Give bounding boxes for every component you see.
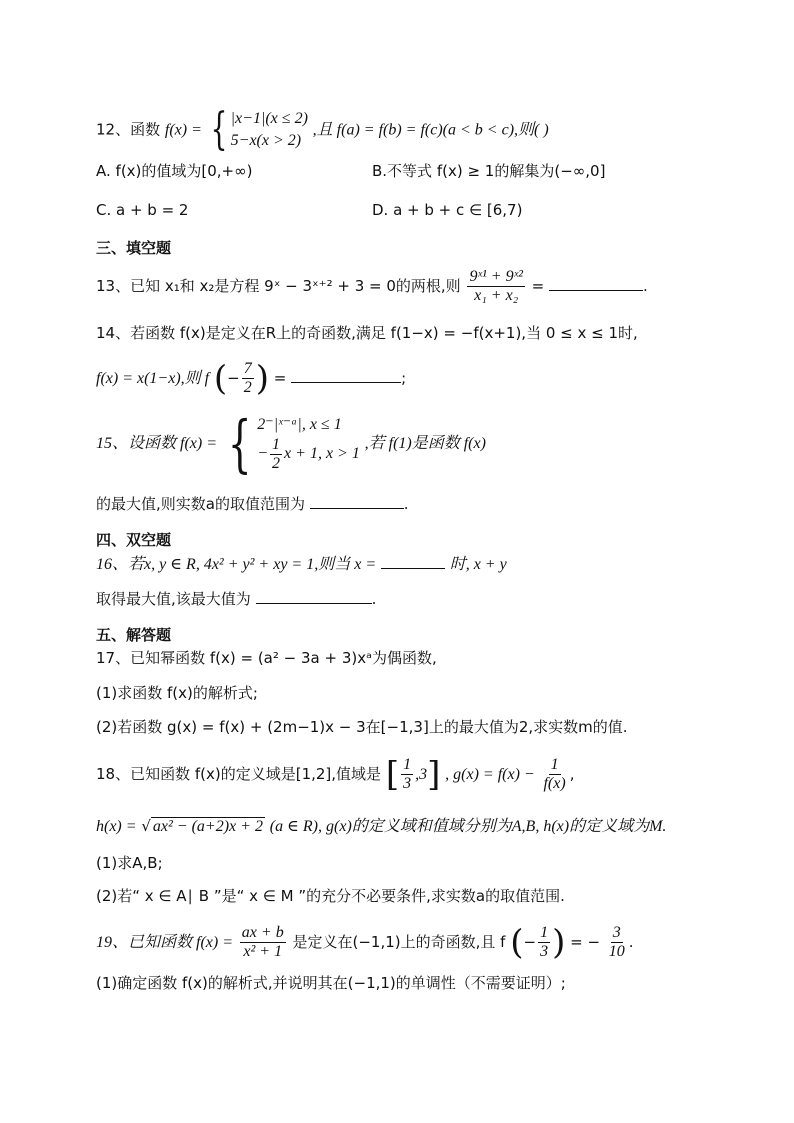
- left-bracket-icon: [: [385, 754, 400, 795]
- right-paren-icon: ): [255, 358, 269, 399]
- q12-option-b: [372, 160, 605, 182]
- q15-case-2: [257, 436, 360, 473]
- q18-range-denominator: 3: [403, 775, 412, 792]
- q12-option-d-text: D. a + b + c ∈ [6,7): [372, 201, 523, 219]
- q18-range-numerator: 1: [403, 756, 412, 773]
- q13-answer-blank[interactable]: [549, 276, 643, 291]
- q14-fraction: [242, 360, 254, 397]
- question-18-stem: [96, 752, 574, 797]
- q14-answer-blank[interactable]: [291, 368, 401, 383]
- q14-denominator: 2: [243, 379, 252, 396]
- q12-option-b-text: B.不等式 f(x) ≥ 1的解集为(−∞,0]: [372, 162, 606, 180]
- q19-f-numerator: ax + b: [241, 924, 284, 941]
- q15-case-2-numerator: 1: [272, 436, 281, 453]
- q18-stem-text: 18、已知函数 f(x)的定义域是[1,2],值域是: [96, 765, 382, 783]
- right-bracket-icon: ]: [427, 754, 441, 795]
- q19-minus: −: [523, 933, 537, 951]
- q19-arg-fraction: [538, 924, 550, 961]
- q18-g-definition: , g(x) = f(x) −: [445, 766, 535, 783]
- sqrt-icon: √: [141, 817, 151, 835]
- q16-line-2-text: 取得最大值,该最大值为: [96, 590, 251, 608]
- q16-line-1-text: 16、若x, y ∈ R, 4x² + y² + xy = 1,则当 x =: [96, 556, 377, 573]
- q14-equals: =: [273, 369, 287, 387]
- q18-sqrt-body: ax² − (a+2)x + 2: [152, 818, 263, 835]
- q18-line-2-tail: (a ∈ R), g(x)的定义域和值域分别为A,B, h(x)的定义域为M.: [269, 818, 667, 835]
- left-paren-icon: (: [213, 358, 228, 399]
- q19-f-denominator: x² + 1: [243, 943, 283, 960]
- q12-case-2: 5−x(x > 2): [230, 132, 302, 149]
- left-brace-icon: {: [210, 104, 228, 155]
- q18-part-2-text: (2)若“ x ∈ A∣ B ”是“ x ∈ M ”的充分不必要条件,求实数a的取值范围.: [96, 887, 565, 905]
- section-heading-double-blank: 四、双空题: [96, 531, 172, 549]
- question-16-line-1: [96, 553, 507, 576]
- q12-option-a-text: A. f(x)的值域为[0,+∞): [96, 162, 253, 180]
- q16-line-1-tail: 时, x + y: [449, 556, 507, 573]
- q19-stem-text: 19、已知函数 f(x) =: [96, 934, 234, 951]
- q17-part-2-text: (2)若函数 g(x) = f(x) + (2m−1)x − 3在[−1,3]上的最大值为2,求实数m的值.: [96, 718, 628, 736]
- question-12-stem: [96, 104, 549, 155]
- q18-comma: ,: [569, 765, 575, 783]
- question-18-part-1: [96, 852, 163, 874]
- q19-arg-numerator: 1: [540, 924, 549, 941]
- q13-numerator: 9ˣ¹ + 9ˣ²: [469, 268, 523, 285]
- q14-numerator: 7: [243, 360, 252, 377]
- q15-line-2-text: 的最大值,则实数a的取值范围为: [96, 495, 305, 513]
- q14-minus: −: [227, 369, 240, 387]
- q16-answer-blank-2[interactable]: [256, 589, 372, 604]
- q14-semicolon: ;: [401, 369, 407, 387]
- question-14-line-2: [96, 358, 406, 399]
- q13-prefix: 13、已知 x₁和 x₂是方程 9ˣ − 3ˣ⁺² + 3 = 0的两根,则: [96, 277, 461, 295]
- q15-case-2-minus: −: [257, 445, 269, 463]
- q15-answer-blank[interactable]: [310, 494, 404, 509]
- left-paren-icon: (: [510, 922, 524, 963]
- q19-value-numerator: 3: [612, 924, 621, 941]
- q12-option-a: [96, 160, 252, 182]
- q19-value-fraction: [607, 924, 627, 961]
- q16-period: .: [371, 590, 377, 608]
- question-16-line-2: [96, 588, 376, 610]
- question-19-stem: [96, 920, 634, 965]
- q15-case-1: 2⁻|ˣ⁻ᵃ|, x ≤ 1: [257, 416, 342, 433]
- q12-option-c-text: C. a + b = 2: [96, 201, 189, 219]
- question-19-part-1: [96, 972, 566, 994]
- q17-stem-text: 17、已知幂函数 f(x) = (a² − 3a + 3)xᵃ为偶函数,: [96, 649, 437, 667]
- q19-f-fraction: [240, 924, 286, 961]
- q19-arg-denominator: 3: [540, 943, 549, 960]
- right-paren-icon: ): [552, 922, 566, 963]
- q18-g-denominator: f(x): [543, 775, 566, 792]
- q12-option-c: [96, 199, 188, 221]
- q15-case-2-tail: x + 1, x > 1: [284, 445, 360, 463]
- question-18-line-2: [96, 815, 666, 838]
- section-heading-fill-in: 三、填空题: [96, 239, 172, 257]
- question-17-part-1: [96, 682, 258, 704]
- q13-fraction: [467, 268, 524, 305]
- q19-period: .: [628, 933, 634, 951]
- q15-piecewise: [222, 406, 360, 480]
- q12-option-d: [372, 199, 522, 221]
- question-17-part-2: [96, 716, 628, 738]
- q15-case-2-denominator: 2: [272, 455, 281, 472]
- q15-suffix: ,若 f(1)是函数 f(x): [364, 435, 486, 452]
- q12-function-name: f(x) =: [164, 121, 202, 139]
- section-heading-solutions: 五、解答题: [96, 626, 172, 644]
- q12-piecewise: [207, 104, 308, 155]
- q15-cases: [257, 414, 360, 473]
- q15-case-2-fraction: [270, 436, 282, 473]
- question-14-line-1: [96, 322, 638, 344]
- q19-part-1-text: (1)确定函数 f(x)的解析式,并说明其在(−1,1)的单调性（不需要证明）;: [96, 974, 566, 992]
- q15-period: .: [403, 495, 409, 513]
- q15-prefix: 15、设函数 f(x) =: [96, 435, 218, 452]
- q14-line-1-text: 14、若函数 f(x)是定义在R上的奇函数,满足 f(1−x) = −f(x+1),当 0 ≤ x ≤ 1时,: [96, 324, 638, 342]
- question-15-line-2: [96, 493, 409, 515]
- q18-g-fraction: [541, 756, 567, 793]
- q12-prefix: 12、函数: [96, 120, 161, 139]
- q18-part-1-text: (1)求A,B;: [96, 854, 163, 872]
- q13-equals: =: [531, 277, 545, 295]
- q12-case-1: |x−1|(x ≤ 2): [230, 110, 308, 127]
- q14-line-2-text: f(x) = x(1−x),则 f: [96, 370, 210, 387]
- q19-stem-middle: 是定义在(−1,1)上的奇函数,且 f: [292, 933, 506, 951]
- q18-range-fraction: [401, 756, 413, 793]
- q18-g-numerator: 1: [550, 756, 559, 773]
- q12-suffix: ,且 f(a) = f(b) = f(c)(a < b < c),则( ): [312, 121, 549, 139]
- q13-period: .: [643, 277, 648, 295]
- question-17-stem: [96, 647, 437, 669]
- q18-h-name: h(x) =: [96, 818, 137, 835]
- left-brace-icon: {: [227, 406, 252, 480]
- q12-cases: [231, 108, 308, 152]
- q18-range-tail: ,3: [415, 766, 428, 783]
- question-15: [96, 406, 486, 480]
- question-13: [96, 266, 648, 306]
- q16-answer-blank-1[interactable]: [381, 554, 445, 569]
- q19-equals: = −: [570, 933, 601, 951]
- q17-part-1-text: (1)求函数 f(x)的解析式;: [96, 684, 258, 702]
- question-18-part-2: [96, 885, 565, 907]
- q13-denominator: x₁ + x₂: [474, 287, 519, 304]
- q19-value-denominator: 10: [608, 943, 625, 960]
